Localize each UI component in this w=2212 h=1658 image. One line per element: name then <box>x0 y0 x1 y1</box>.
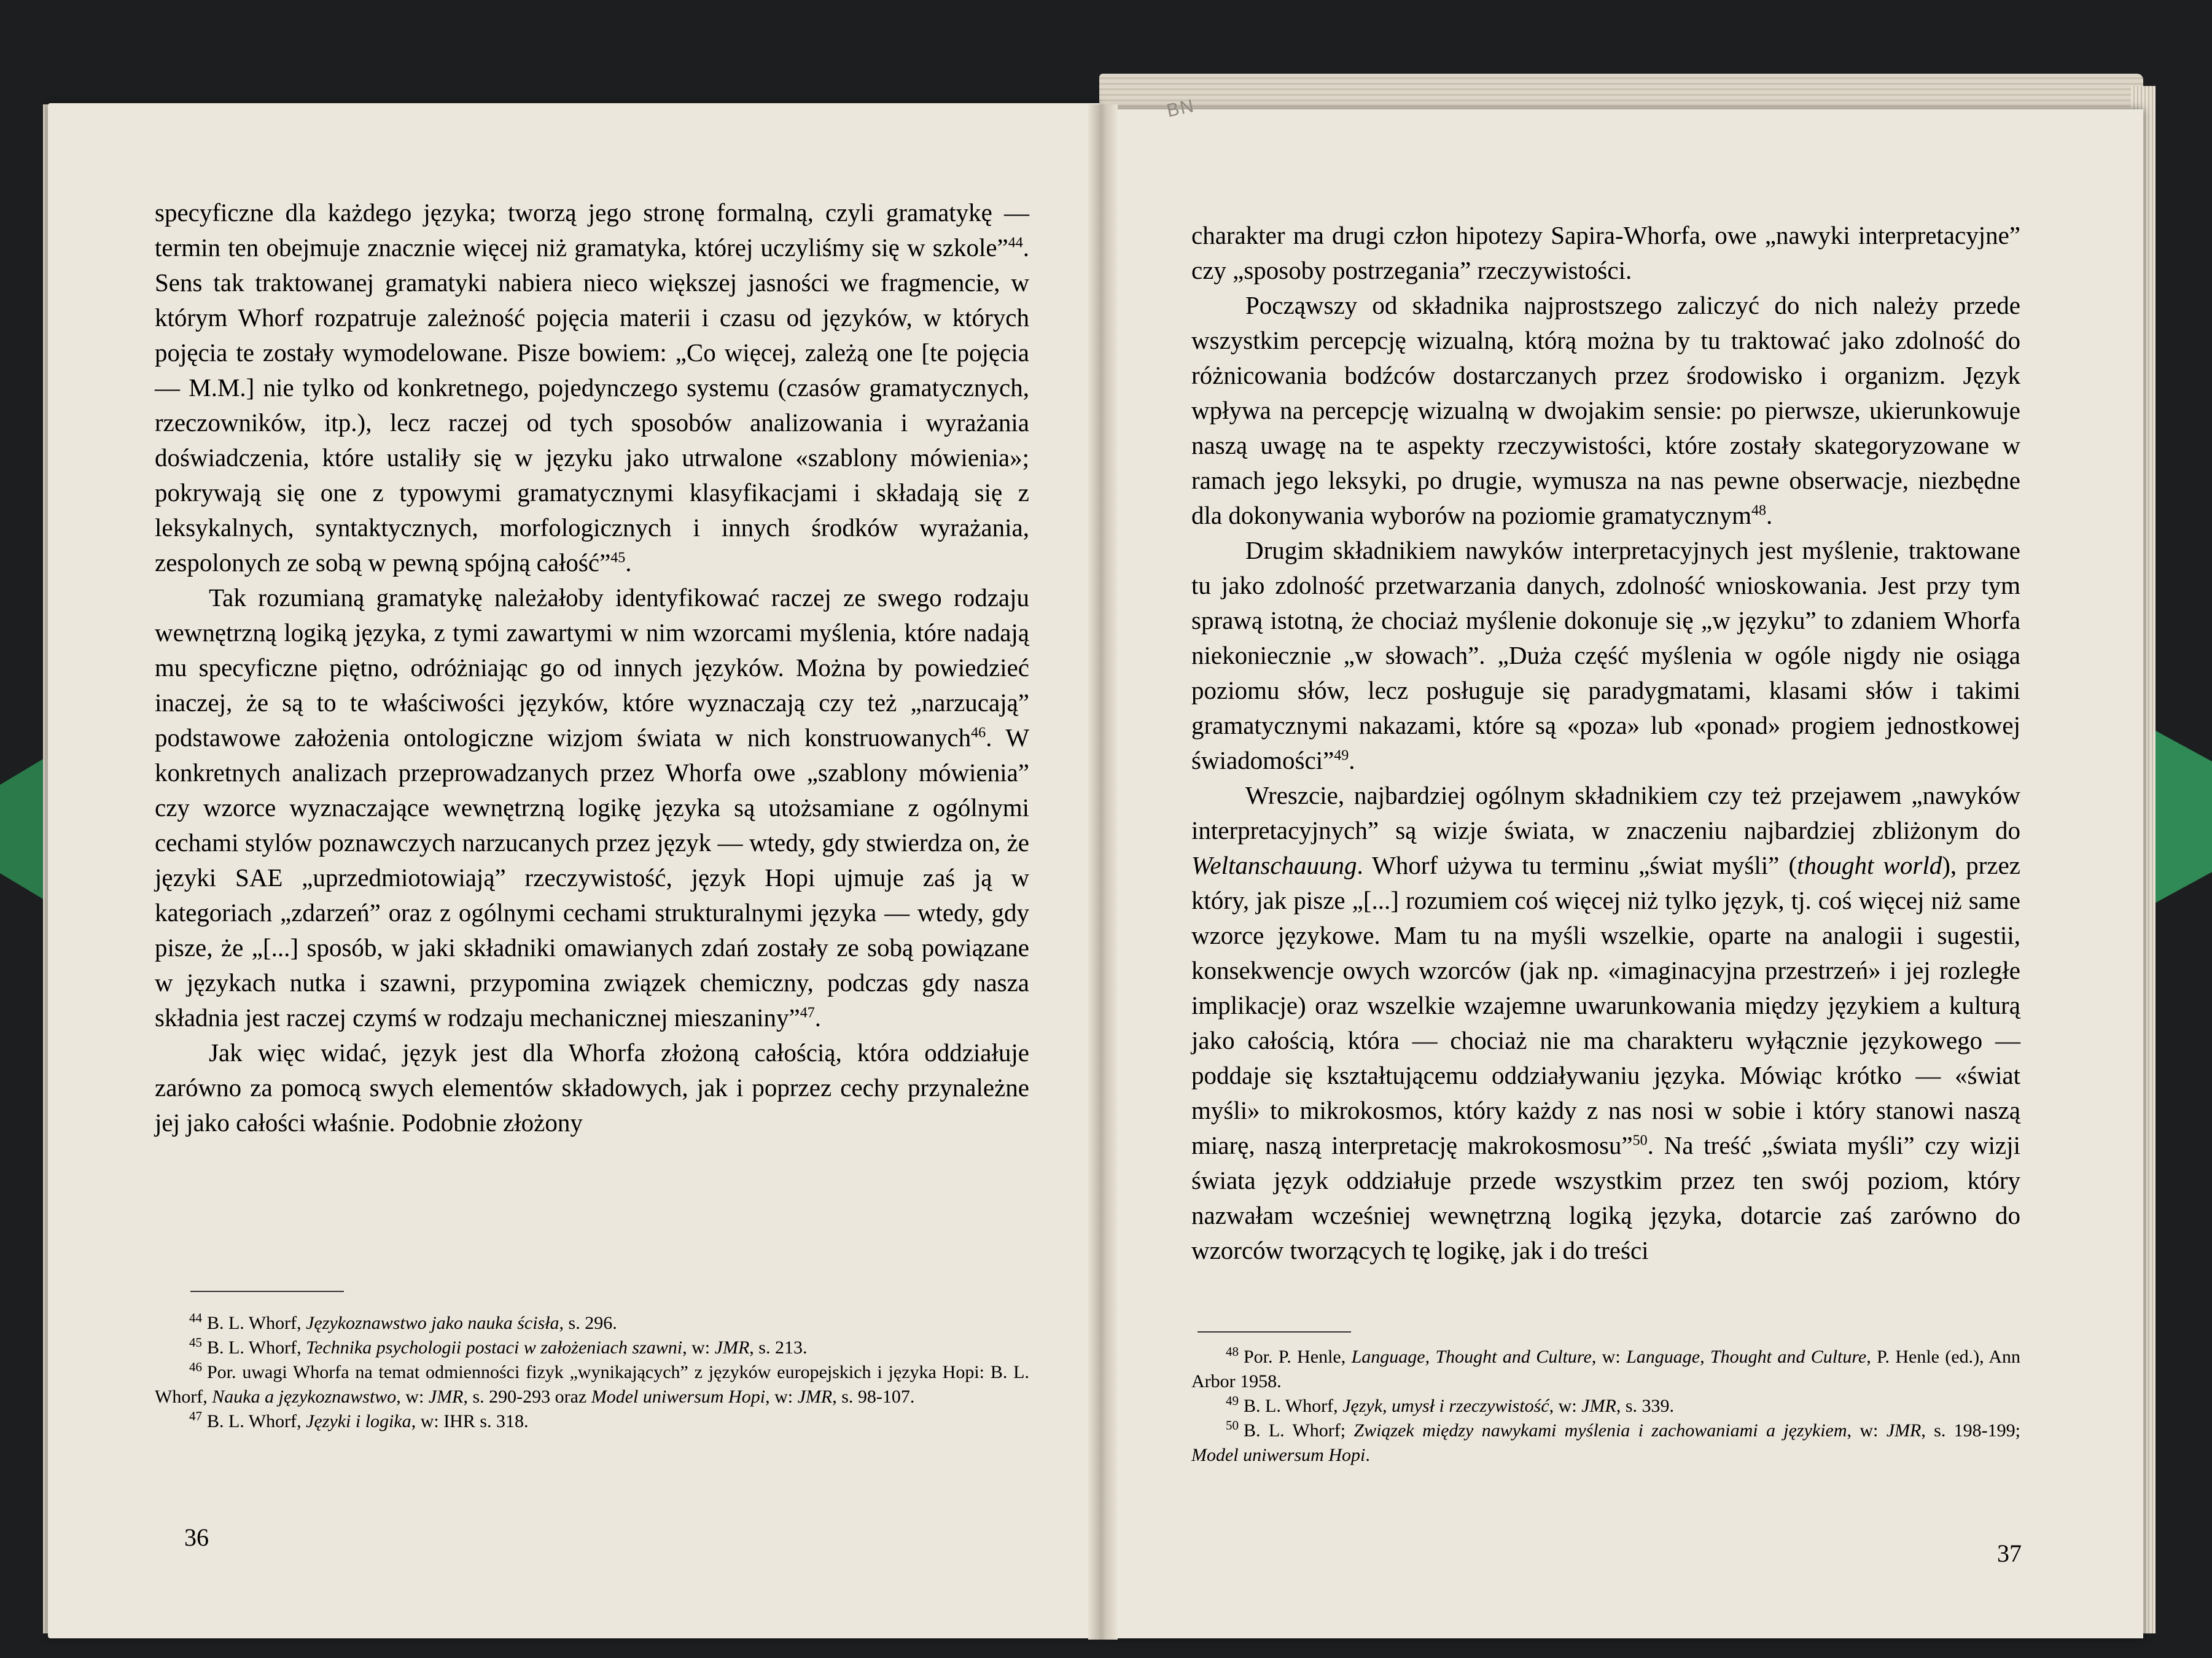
background-green-shape <box>0 755 49 903</box>
right-page-body <box>1191 218 2020 1268</box>
footnote-ref: 50 <box>1632 1132 1648 1149</box>
page-number: 36 <box>184 1524 209 1551</box>
footnote: $^{46}$ Por. uwagi Whorfa na temat odmienności fizyk „wynikających” z języków europejskich i języka Hopi: B. L. Whorf, Nauka a językoznawstwo, w: JMR, s. 290-293 oraz Model uniwersum Hopi, w: JMR, s. 98-107. <box>155 1360 1029 1407</box>
paragraph: charakter ma drugi człon hipotezy Sapira-Whorfa, owe „nawyki interpretacyjne” czy „sposoby postrzegania” rzeczywistości. <box>1191 221 2020 284</box>
paragraph: Tak rozumianą gramatykę należałoby identyfikować raczej ze swego rodzaju wewnętrzną logiką języka, z tymi zawartymi w nim wzorcami myślenia, które nadają mu specyficzne piętno, odróżniając go od innych języków. Można by powiedzieć inaczej, że są to te właściwości języków, które wyznaczają czy też „narzucają” podstawowe założenia ontologiczne wizjom świata w nich konstruowanych$^{46}$. W konkretnych analizach przeprowadzanych przez Whorfa owe „szablony mówienia” czy wzorce wyznaczające wewnętrzną logikę języka są utożsamiane z ogólnymi cechami stylów poznawczych narzucanych przez język — wtedy, gdy stwierdza on, że języki SAE „uprzedmiotowiają” rzeczywistość, język Hopi ujmuje zaś ją w kategoriach „zdarzeń” oraz z ogólnymi cechami strukturalnymi języka — wtedy, gdy pisze, że „[...] sposób, w jaki składniki omawianych zdań zostały ze sobą powiązane w językach nutka i szawni, przypomina związek chemiczny, podczas gdy nasza składnia jest raczej czymś w rodzaju mechanicznej mieszaniny”$^{47}$. <box>155 583 1030 1032</box>
book-spine <box>1088 104 1118 1640</box>
footnote: $^{50}$ B. L. Whorf; Związek między nawykami myślenia i zachowaniami a językiem, w: JMR, s. 198-199; Model uniwersum Hopi. <box>1191 1418 2020 1465</box>
paragraph: Wreszcie, najbardziej ogólnym składnikiem czy też przejawem „nawyków interpretacyjnych” są wizje świata, w znaczeniu najbardziej zbliżonym do Weltanschauung. Whorf używa tu terminu „świat myśli” (thought world), przez który, jak pisze „[...] rozumiem coś więcej niż tylko język, tj. coś więcej niż same wzorce językowe. Mam tu na myśli wszelkie, oparte na analogii i sugestii, konsekwencje owych wzorców (jak np. «imaginacyjna przestrzeń» i jej rozległe implikacje) oraz wszelkie wzajemne uwarunkowania między językiem a kulturą jako całością, która — chociaż nie ma charakteru wyłącznie językowego — poddaje się kształtującemu oddziaływaniu języka. Mówiąc krótko — «świat myśli» to mikrokosmos, który każdy z nas nosi w sobie i który stanowi naszą miarę, naszą interpretację makrokosmosu”$^{50}$. Na treść „świata myśli” czy wizji świata język oddziałuje przede wszystkim przez ten swój poziom, który nazwałam wcześniej wewnętrzną logiką języka, dotarcie zaś zarówno do wzorców tworzących tę logikę, jak i do treści <box>1191 781 2020 1264</box>
left-footnotes <box>155 1311 1029 1434</box>
library-stamp: BN <box>1164 95 1197 122</box>
footnote-ref: 47 <box>800 1005 815 1021</box>
footnote-ref: 46 <box>971 725 986 741</box>
page-number: 37 <box>1997 1539 2022 1567</box>
footnote-ref: 48 <box>1751 502 1766 519</box>
paragraph: Począwszy od składnika najprostszego zaliczyć do nich należy przede wszystkim percepcję wizualną, którą można by tu traktować jako zdolność do różnicowania bodźców dostarczanych przez środowisko i organizm. Język wpływa na percepcję wizualną w dwojakim sensie: po pierwsze, ukierunkowuje naszą uwagę na te aspekty rzeczywistości, które zostały skategoryzowane w ramach jego leksyki, po drugie, wymusza na nas pewne obserwacje, niezbędne dla dokonywania wyborów na poziomie gramatycznym$^{48}$. <box>1191 291 2020 529</box>
footnote: $^{48}$ Por. P. Henle, Language, Thought and Culture, w: Language, Thought and Culture, P. Henle (ed.), Ann Arbor 1958. <box>1191 1344 2021 1391</box>
footnote-divider <box>1198 1331 1351 1333</box>
footnote-ref: 45 <box>610 550 626 566</box>
footnote-ref: 44 <box>1008 235 1023 251</box>
paragraph: Jak więc widać, język jest dla Whorfa złożoną całością, która oddziałuje zarówno za pomocą swych elementów składowych, jak i poprzez cechy przynależne jej jako całości właśnie. Podobnie złożony <box>155 1038 1029 1137</box>
paragraph: specyficzne dla każdego języka; tworzą jego stronę formalną, czyli gramatykę — termin ten obejmuje znacznie więcej niż gramatyka, której uczyliśmy się w szkole”$^{44}$. Sens tak traktowanej gramatyki nabiera nieco większej jasności we fragmencie, w którym Whorf rozpatruje zależność pojęcia materii i czasu od języków, w których pojęcia te zostały wymodelowane. Pisze bowiem: „Co więcej, zależą one [te pojęcia — M.M.] nie tylko od konkretnego, pojedynczego systemu (czasów gramatycznych, rzeczowników, itp.), lecz raczej od tych sposobów analizowania i wyrażania doświadczenia, które ustaliły się w języku jako utrwalone «szablony mówienia»; pokrywają się one z typowymi gramatycznymi klasyfikacjami i składają się z leksykalnych, syntaktycznych, morfologicznych i innych środków wyrażania, zespolonych ze sobą w pewną spójną całość”$^{45}$. <box>155 198 1029 577</box>
right-footnotes <box>1191 1345 2020 1468</box>
footnote: $^{47}$ B. L. Whorf, Języki i logika, w: IHR s. 318. <box>189 1409 529 1431</box>
left-page-body <box>155 195 1029 1140</box>
footnote: $^{49}$ B. L. Whorf, Język, umysł i rzeczywistość, w: JMR, s. 339. <box>1226 1393 1674 1416</box>
footnote: $^{44}$ B. L. Whorf, Językoznawstwo jako nauka ścisła, s. 296. <box>189 1310 617 1333</box>
paragraph: Drugim składnikiem nawyków interpretacyjnych jest myślenie, traktowane tu jako zdolność przetwarzania danych, zdolność wnioskowania. Jest przy tym sprawą istotną, że chociaż myślenie dokonuje się „w języku” to zdaniem Whorfa niekoniecznie „w słowach”. „Duża część myślenia w ogóle nigdy nie osiąga poziomu słów, lecz posługuje się paradygmatami, klasami słów i takimi gramatycznymi nakazami, które są «poza» lub «ponad» progiem jednostkowej świadomości”$^{49}$. <box>1191 536 2020 774</box>
footnote-ref: 49 <box>1334 747 1349 764</box>
footnote: $^{45}$ B. L. Whorf, Technika psychologii postaci w założeniach szawni, w: JMR, s. 213. <box>189 1335 808 1358</box>
footnote-divider <box>190 1291 344 1292</box>
